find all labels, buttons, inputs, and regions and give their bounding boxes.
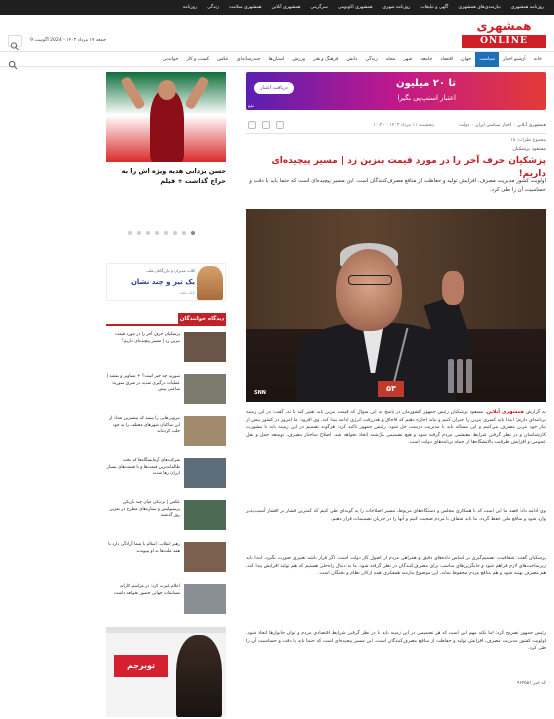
ad-note: تبلیغ xyxy=(248,104,255,108)
breadcrumb-sep: › xyxy=(513,123,516,128)
logo-persian: همشهری xyxy=(476,19,532,33)
breadcrumb-item[interactable]: دولت xyxy=(459,123,470,128)
ad2-line2: یک تیر و چند نشان xyxy=(130,278,195,286)
slider-dot[interactable] xyxy=(191,231,195,235)
photo-bottles xyxy=(436,359,472,397)
news-title[interactable]: عکس | نزدیکی میان چند بازیکن پرسپولیس و ستاره‌های مطرح در تمرین روز گذشته xyxy=(109,500,180,519)
nav-item[interactable]: زندگی xyxy=(365,57,378,62)
article-headline: پزشکیان حرف آخر را در مورد قیمت بنزین زد | مسیر پیچیده‌ای داریم! xyxy=(271,156,546,179)
news-title[interactable]: اعلام غیرت کرد: در مراسم کاراته مسابقات جهانی حضور نخواهد داشت xyxy=(114,584,180,596)
photo-arm-right xyxy=(184,76,210,110)
sidebar-news-item[interactable] xyxy=(106,330,226,364)
slider-title[interactable]: حسن یزدانی هدیه ویژه اش را به حراج گذاشت + فیلم xyxy=(121,167,226,185)
ad-line2: اعتبار اسنپ‌پی بگیرا xyxy=(397,94,456,102)
news-title[interactable]: شرکت‌های آزمایشگاه‌ها که تحت ظالمانه‌ترین قیمت‌ها و با قیمت‌های بسیار ارزان رها شدند xyxy=(106,458,180,477)
slider-dots xyxy=(128,231,195,235)
nav-item[interactable]: اقتصاد xyxy=(440,57,454,62)
news-title[interactable]: پزشکیان حرف آخر را در مورد قیمت بنزین زد | مسیر پیچیده‌ای داریم! xyxy=(114,332,180,344)
slider-dot[interactable] xyxy=(137,231,141,235)
nav-item[interactable]: خانه xyxy=(533,57,542,62)
sidebar-news-item[interactable] xyxy=(106,582,226,616)
breadcrumb-item[interactable]: اخبار سیاسی ایران xyxy=(475,123,512,128)
header-search-icon[interactable] xyxy=(8,35,22,47)
top-link[interactable]: روزنامه شهری xyxy=(382,5,411,10)
news-thumbnail[interactable] xyxy=(184,374,226,404)
sidebar-news-item[interactable] xyxy=(106,498,226,532)
date-line: جمعه ۱۷ مرداد ۱۴۰۳ - 2024 آگوست 9 xyxy=(30,38,107,43)
nav-item[interactable]: محله xyxy=(385,57,396,62)
ad3-top-strip xyxy=(106,627,226,633)
nav-item[interactable]: فرهنگ و هنر xyxy=(313,57,339,62)
sidebar-news-item[interactable] xyxy=(106,414,226,448)
paragraph-prefix: به گزارش xyxy=(525,410,546,415)
article-lead: اولویت کشور مدیریت مصرف، افزایش تولید و حفاظت از منافع مصرف‌کنندگان است. این مسیر پیچیده‌ای است که حتما باید با دقت و حساسیت آن را طی کرد. xyxy=(249,178,546,193)
news-thumbnail[interactable] xyxy=(184,416,226,446)
nav-search-icon[interactable] xyxy=(8,55,18,65)
news-title[interactable]: رهبر انقلاب: اسلام با شما آزادگی دارد تا همه ملت‌ها به او بپیوندند xyxy=(108,542,180,554)
nav-item[interactable]: خواندنی xyxy=(162,57,179,62)
article-photo xyxy=(246,209,546,402)
article-tools xyxy=(248,121,284,129)
top-link[interactable]: روزنامه همشهری xyxy=(510,5,544,10)
sidebar-news-item[interactable] xyxy=(106,456,226,490)
section-divider xyxy=(106,324,226,326)
breadcrumb-sep: › xyxy=(471,123,474,128)
news-title[interactable]: سوریه چه خبر است؟ + تصاویر و نقشه | عملیات درگیری شدید در شرق سوریه؛ ساعتی پیش xyxy=(106,374,180,393)
site-header xyxy=(0,15,554,51)
ad-person-image xyxy=(197,266,223,300)
slider-dot[interactable] xyxy=(155,231,159,235)
nav-item[interactable]: شهر xyxy=(403,57,413,62)
slider-dot[interactable] xyxy=(173,231,177,235)
section-title: دیدگاه خوانندگان xyxy=(178,313,226,325)
top-link[interactable]: سرگرمی xyxy=(310,5,328,10)
nav-item[interactable]: سیاست xyxy=(475,52,499,67)
nav-item[interactable]: دانش xyxy=(346,57,358,62)
source-link[interactable]: همشهری آنلاین xyxy=(486,410,524,415)
photo-subject-head xyxy=(336,249,402,331)
ad2-line1: کلاب مدیران و بازرگانان ملت xyxy=(146,268,195,273)
logo-online: ONLINE xyxy=(462,35,546,48)
top-link[interactable]: همشهری آنلاین xyxy=(271,5,301,10)
top-link[interactable]: زندگی xyxy=(207,5,219,10)
comment-count[interactable]: مجموع نظرات: ۱۸ xyxy=(510,138,546,143)
paragraph-text: مسعود پزشکیان رئیس جمهور کشورمان در پاسخ به این سوال که قیمت بنزین باید تغییر کند یا نه، گفت: در این زمینه برنامه‌ای داریم؛ ابتدا باید کسری بنزین را جبران کنیم و نباید اجازه دهیم که قاچاق و هدررفت انرژی ادامه پیدا کند. وی افزود: ما امروز در کشور بیش از نیاز خود بنزین مصرف می‌کنیم و این مساله باید با مدیریت درست حل شود. رئیس جمهور تاکید کرد: هرگونه تصمیم در این زمینه باید با مشورت کارشناسان و در نظر گرفتن شرایط معیشتی مردم گرفته شود و هیچ تصمیمی یک‌شبه اتخاذ نخواهد شد. اصلاح ساختار مصرف، توسعه حمل و نقل عمومی و افزایش ظرفیت پالایشگاه‌ها از جمله برنامه‌های دولت است. xyxy=(246,410,546,446)
top-bar xyxy=(0,0,554,15)
news-thumbnail[interactable] xyxy=(184,500,226,530)
article-paragraph: به گزارش همشهری آنلاین، مسعود پزشکیان رئیس جمهور کشورمان در پاسخ به این سوال که قیمت بنزین باید تغییر کند یا نه، گفت: در این زمینه برنامه‌ای داریم؛ ابتدا باید کسری بنزین را جبران کنیم و نباید اجازه دهیم که قاچاق و هدررفت انرژی ادامه پیدا کند. وی افزود: ما امروز در کشور بیش از نیاز خود بنزین مصرف می‌کنیم و این مساله باید با مدیریت درست حل شود. رئیس جمهور تاکید کرد: هرگونه تصمیم در این زمینه باید با مشورت کارشناسان و در نظر گرفتن شرایط معیشتی مردم گرفته شود و هیچ تصمیمی یک‌شبه اتخاذ نخواهد شد. اصلاح ساختار مصرف، توسعه حمل و نقل عمومی و افزایش ظرفیت پالایشگاه‌ها از جمله برنامه‌های دولت است. xyxy=(246,410,546,446)
nav-item[interactable]: چندرسانه‌ای xyxy=(236,57,261,62)
photo-nameplate: ۵۳ xyxy=(378,381,404,397)
photo-glasses xyxy=(348,275,392,285)
ad3-logo: توبرجم xyxy=(114,655,168,677)
font-size-icon[interactable] xyxy=(248,121,256,129)
nav-item[interactable]: عکس xyxy=(217,57,229,62)
nav-item[interactable]: آرشیو اخبار xyxy=(503,57,526,62)
top-link[interactable]: همشهری سلامت xyxy=(229,5,262,10)
photo-agency-logo: SNN xyxy=(254,390,266,396)
breadcrumb xyxy=(459,123,546,128)
slider-dot[interactable] xyxy=(164,231,168,235)
slider-image[interactable] xyxy=(106,72,226,162)
bank-ad[interactable] xyxy=(106,263,226,301)
top-links xyxy=(183,0,544,15)
site-logo[interactable] xyxy=(462,19,546,49)
top-link[interactable]: همشهری اکونومی xyxy=(337,5,373,10)
sidebar-news-item[interactable] xyxy=(106,372,226,406)
publish-date: پنجشنبه ۱۱ مرداد ۱۴۰۳ - ۱۰:۳۰ xyxy=(373,123,434,128)
article-paragraph: وی ادامه داد: قصد ما این است که با همکاری مجلس و دستگاه‌های مربوط، مسیر اصلاحات را به گونه‌ای طی کنیم که کمترین فشار بر اقشار آسیب‌پذیر وارد شود و منافع ملی حفظ گردد. ما باید شفاف با مردم صحبت کنیم و آنها را در جریان تصمیمات قرار دهیم. xyxy=(246,509,546,522)
news-title[interactable]: نیرویی‌هایی را ببینید که بیشترین تعداد از این ساکنان شهرهای مختلف را به خود جلب کرده‌اند xyxy=(109,416,180,435)
photo-face xyxy=(158,80,176,100)
ad-cta-button[interactable]: دریافت اعتبار xyxy=(254,82,294,94)
slider-dot[interactable] xyxy=(182,231,186,235)
nav-item[interactable]: کسب و کار xyxy=(186,57,210,62)
nav-item[interactable]: جامعه xyxy=(420,57,433,62)
photo-athlete xyxy=(150,90,184,162)
movie-ad[interactable] xyxy=(106,627,226,717)
news-thumbnail[interactable] xyxy=(184,542,226,572)
top-link[interactable]: روزنامه xyxy=(182,5,198,10)
article-paragraph: پزشکیان گفت: شفافیت، تصمیم‌گیری بر اساس داده‌های دقیق و همراهی مردم از اصول کار دولت است. اگر قرار باشد تغییری صورت بگیرد، ابتدا باید زیرساخت‌های لازم فراهم شود و جایگزین‌های مناسب برای مصرف‌کنندگان در نظر گرفته شود. ما به دنبال راه‌حلی هستیم که هم تولید افزایش پیدا کند، هم مصرف بهینه شود و هم منافع مردم محفوظ بماند. این موضوع نیازمند همفکری همه ارکان نظام و نخبگان است. xyxy=(246,556,546,577)
nav-items xyxy=(158,52,546,67)
nav-item[interactable]: استان‌ها xyxy=(268,57,285,62)
news-thumbnail[interactable] xyxy=(184,332,226,362)
slider-dot[interactable] xyxy=(146,231,150,235)
print-icon[interactable] xyxy=(262,121,270,129)
news-thumbnail[interactable] xyxy=(184,584,226,614)
main-nav xyxy=(0,51,554,67)
news-code: کد خبر ۹۶۴۵۵۱ xyxy=(516,681,546,686)
snappay-ad-banner[interactable] xyxy=(246,72,546,110)
photo-arm-left xyxy=(120,76,146,110)
news-thumbnail[interactable] xyxy=(184,458,226,488)
top-link[interactable]: نیازمندی‌های همشهری xyxy=(458,5,501,10)
nav-item[interactable]: جهان xyxy=(461,57,472,62)
breadcrumb-item[interactable]: همشهری آنلاین xyxy=(517,123,546,128)
share-icon[interactable] xyxy=(276,121,284,129)
sidebar-news-item[interactable] xyxy=(106,540,226,574)
slider-dot[interactable] xyxy=(128,231,132,235)
ad-line1: تا ۲۰ میلیون xyxy=(396,78,456,89)
ad2-line3: بانک ملت xyxy=(179,290,195,295)
article-supertitle: مسعود پزشکیان xyxy=(512,146,546,152)
photo-hand xyxy=(442,271,464,305)
article-paragraph: رئیس جمهور تصریح کرد: اما نکته مهم این است که هر تصمیمی در این زمینه باید با در نظر گرفتن شرایط اقتصادی مردم و توان خانوارها اتخاذ شود. اولویت کشور مدیریت مصرف، افزایش تولید و حفاظت از منافع مصرف‌کنندگان است. این مسیر پیچیده‌ای است که حتما باید با دقت و حساسیت آن را طی کرد. xyxy=(246,631,546,652)
ad3-person-image xyxy=(176,635,222,717)
top-link[interactable]: آگهی و تبلیغات xyxy=(420,5,449,10)
nav-item[interactable]: ورزش xyxy=(292,57,306,62)
divider xyxy=(246,133,546,134)
